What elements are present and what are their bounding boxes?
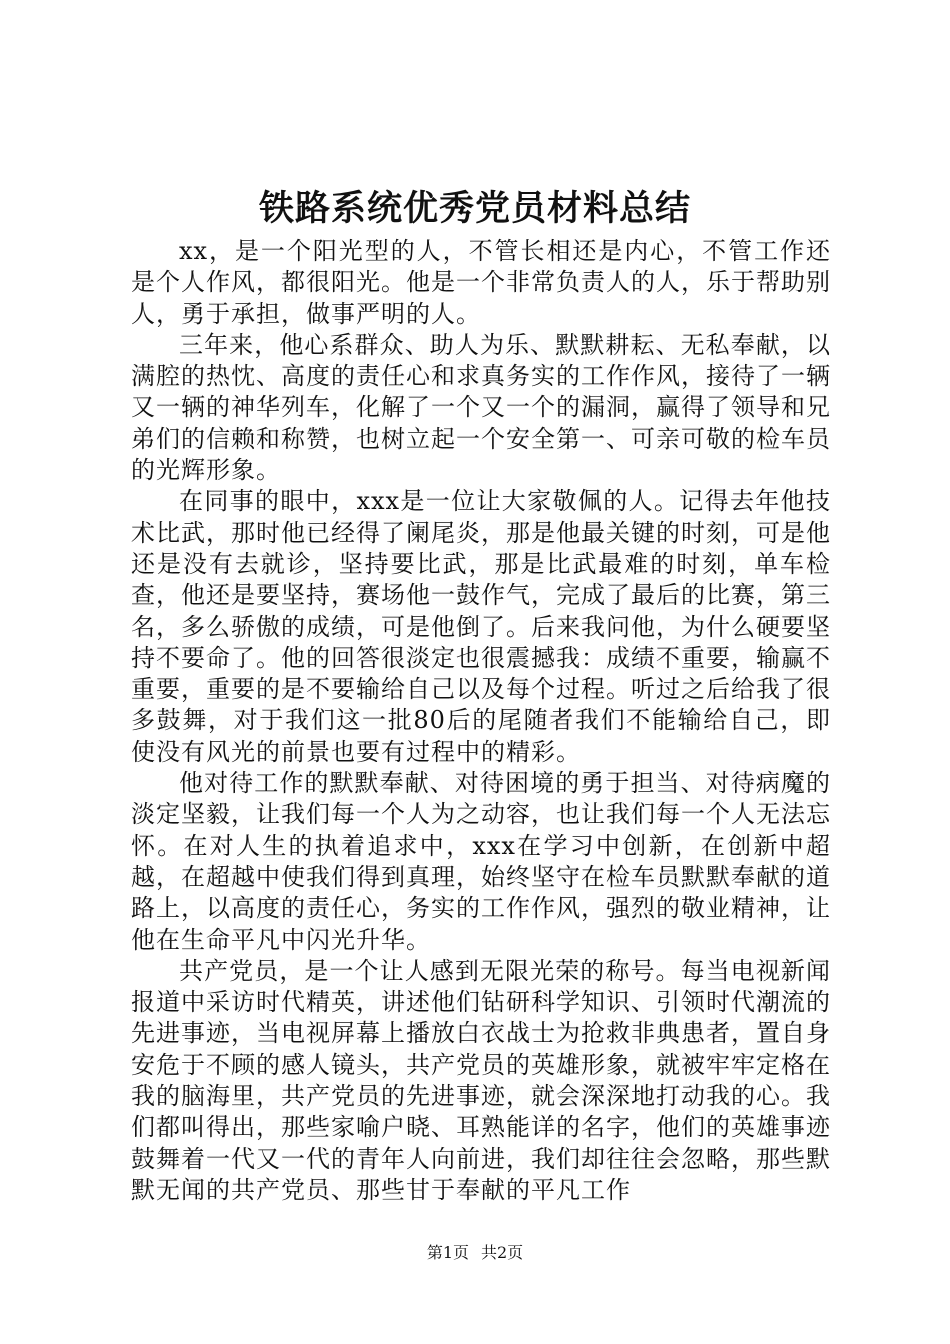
paragraph-2: 三年来，他心系群众、助人为乐、默默耕耘、无私奉献，以满腔的热忱、高度的责任心和求真务实的工作作风，接待了一辆又一辆的神华列车，化解了一个又一个的漏洞，赢得了领导和兄弟们的信赖和称赞，也树立起一个安全第一、可亲可敬的检车员的光辉形象。 [131, 330, 831, 485]
document-body [131, 236, 831, 1206]
page-number: 第1页 [426, 1243, 469, 1262]
page-total: 共2页 [481, 1243, 524, 1262]
paragraph-3: 在同事的眼中，xxx是一位让大家敬佩的人。记得去年他技术比武，那时他已经得了阑尾炎，那是他最关键的时刻，可是他还是没有去就诊，坚持要比武，那是比武最难的时刻，单车检查，他还是要坚持，赛场他一鼓作气，完成了最后的比赛，第三名，多么骄傲的成绩，可是他倒了。后来我问他，为什么硬要坚持不要命了。他的回答很淡定也很震撼我：成绩不重要，输赢不重要，重要的是不要输给自己以及每个过程。听过之后给我了很多鼓舞，对于我们这一批80后的尾随者我们不能输给自己，即使没有风光的前景也要有过程中的精彩。 [131, 487, 831, 766]
page-footer [0, 1241, 950, 1265]
document-title: 铁路系统优秀党员材料总结 [258, 188, 691, 229]
paragraph-4: 他对待工作的默默奉献、对待困境的勇于担当、对待病魔的淡定坚毅，让我们每一个人为之动容，也让我们每一个人无法忘怀。在对人生的执着追求中，xxx在学习中创新，在创新中超越，在超越中使我们得到真理，始终坚守在检车员默默奉献的道路上，以高度的责任心，务实的工作作风，强烈的敬业精神，让他在生命平凡中闪光升华。 [131, 769, 831, 954]
paragraph-5: 共产党员，是一个让人感到无限光荣的称号。每当电视新闻报道中采访时代精英，讲述他们钻研科学知识、引领时代潮流的先进事迹，当电视屏幕上播放白衣战士为抢救非典患者，置自身安危于不顾的感人镜头，共产党员的英雄形象，就被牢牢定格在我的脑海里，共产党员的先进事迹，就会深深地打动我的心。我们都叫得出，那些家喻户晓、耳熟能详的名字，他们的英雄事迹鼓舞着一代又一代的青年人向前进，我们却往往会忽略，那些默默无闻的共产党员、那些甘于奉献的平凡工作 [131, 956, 831, 1204]
paragraph-1: xx，是一个阳光型的人，不管长相还是内心，不管工作还是个人作风，都很阳光。他是一个非常负责人的人，乐于帮助别人，勇于承担，做事严明的人。 [131, 237, 831, 328]
